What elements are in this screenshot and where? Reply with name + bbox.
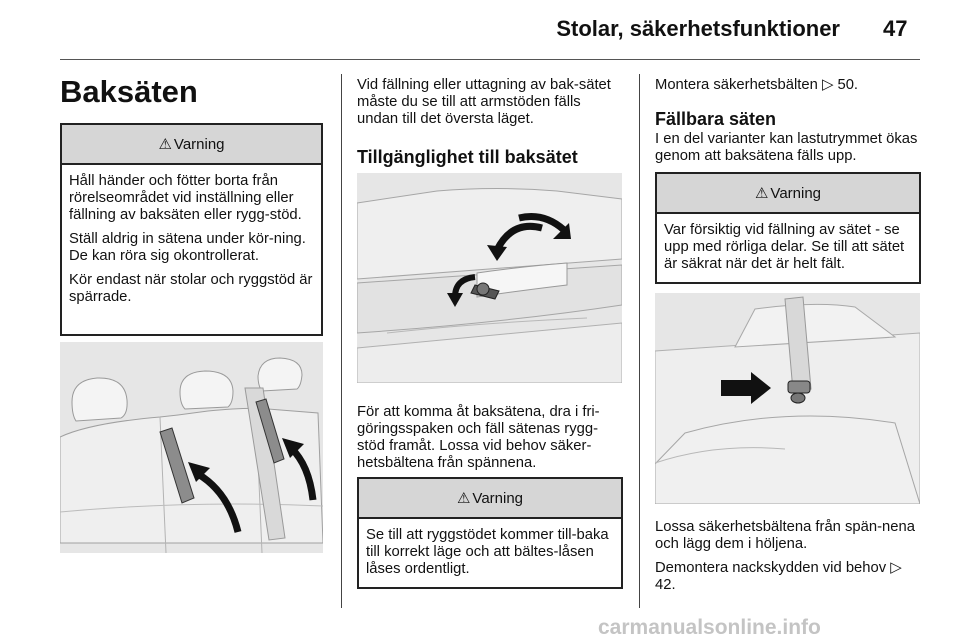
intro-paragraph: Montera säkerhetsbälten ▷ 50. <box>655 77 859 93</box>
warning-box <box>60 123 323 336</box>
warning-box <box>357 477 623 589</box>
column-divider <box>341 74 342 608</box>
warning-paragraph: Håll händer och fötter borta från rörelseområdet vid inställning eller fällning av baksäten eller rygg-stöd. <box>69 173 302 223</box>
warning-box <box>655 172 921 284</box>
warning-header <box>657 174 919 214</box>
warning-triangle-icon: ⚠ <box>456 490 471 507</box>
warning-body <box>359 519 621 584</box>
warning-paragraph: Se till att ryggstödet kommer till-baka till korrekt läge och att bältes-låsen låses ordentligt. <box>366 527 609 577</box>
column-divider <box>639 74 640 608</box>
subheading: Tillgänglighet till baksätet <box>357 147 578 167</box>
header-rule <box>60 59 920 60</box>
warning-label: Varning <box>770 184 822 202</box>
warning-body <box>657 214 919 279</box>
body-paragraph: Demontera nackskydden vid behov ▷ 42. <box>655 560 902 593</box>
seat-release-lever-figure <box>357 173 622 383</box>
warning-paragraph: Ställ aldrig in sätena under kör-ning. De kan röra sig okontrollerat. <box>69 231 306 264</box>
warning-header <box>62 125 321 165</box>
body-paragraph: Lossa säkerhetsbältena från spän-nena och lägg dem i höljena. <box>655 519 915 552</box>
subheading: Fällbara säten <box>655 109 777 129</box>
running-header-title: Stolar, säkerhetsfunktioner <box>556 16 840 41</box>
warning-triangle-icon: ⚠ <box>158 136 172 153</box>
watermark: carmanualsonline.info <box>598 616 821 639</box>
section-title: Baksäten <box>60 74 198 109</box>
warning-label: Varning <box>472 489 524 507</box>
intro-paragraph: Vid fällning eller uttagning av bak-sätet måste du se till att armstöden fälls undan till det översta läget. <box>357 77 611 127</box>
warning-paragraph: Var försiktig vid fällning av sätet - se upp med rörliga delar. Se till att sätet är säkrat när det är helt fält. <box>664 222 905 272</box>
subheading-intro: I en del varianter kan lastutrymmet ökas genom att baksätena fälls upp. <box>655 131 918 164</box>
warning-body <box>62 165 321 312</box>
warning-paragraph: Kör endast när stolar och ryggstöd är spärrade. <box>69 272 313 305</box>
rear-seat-backrest-fold-figure <box>60 342 323 553</box>
seat-belt-buckle-figure <box>655 293 920 504</box>
warning-label: Varning <box>173 135 225 153</box>
warning-triangle-icon: ⚠ <box>754 185 769 202</box>
body-paragraph: För att komma åt baksätena, dra i fri-göringsspaken och fäll sätenas rygg-stöd framåt. Lossa vid behov säker-hetsbältena från spännena. <box>357 404 600 471</box>
page-number: 47 <box>883 16 908 41</box>
warning-header <box>359 479 621 519</box>
